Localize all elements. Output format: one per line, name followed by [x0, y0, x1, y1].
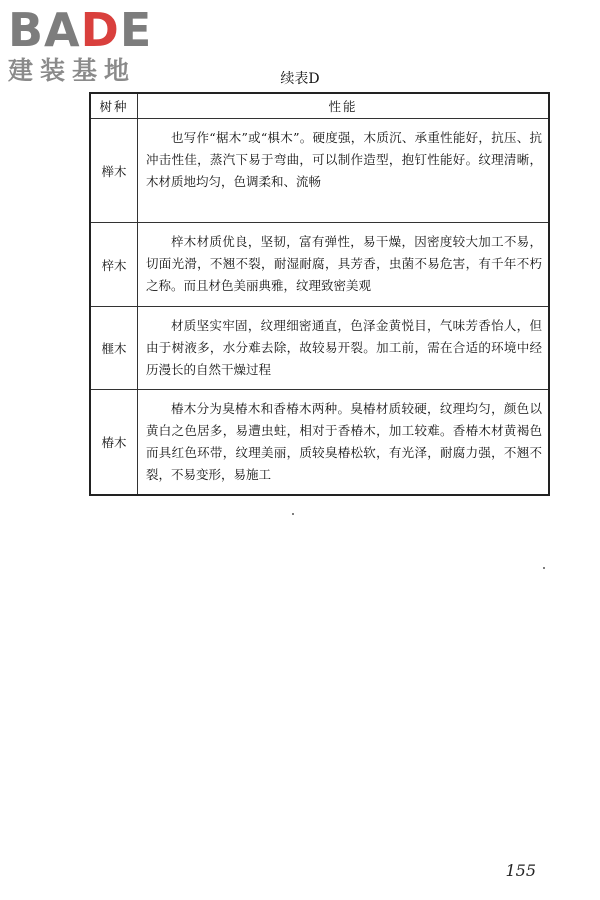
- wood-properties-table: [89, 92, 550, 496]
- scan-speck: [292, 513, 294, 515]
- species-name: 椿木: [90, 390, 138, 496]
- table-caption: 续表D: [280, 71, 320, 87]
- species-description: 梓木材质优良，坚韧，富有弹性，易干燥，因密度较大加工不易，切面光滑，不翘不裂，耐湿耐腐，具芳香，虫菌不易危害，有千年不朽之称。而且材色美丽典雅，纹理致密美观: [138, 223, 550, 307]
- table-row: [90, 223, 549, 307]
- brand-subtitle: 建装基地: [8, 56, 137, 85]
- logo-part-2: E: [119, 3, 153, 57]
- species-name: 榧木: [90, 307, 138, 390]
- species-description: 椿木分为臭椿木和香椿木两种。臭椿材质较硬，纹理均匀，颜色以黄白之色居多，易遭虫蛀，相对于香椿木，加工较难。香椿木材黄褐色而具红色环带，纹理美丽，质较臭椿松软，有光泽，耐腐力强，不翘不裂，不易变形，易施工: [138, 390, 550, 496]
- species-name: 梓木: [90, 223, 138, 307]
- species-description: 也写作“椐木”或“椇木”。硬度强，木质沉、承重性能好，抗压、抗冲击性佳，蒸汽下易于弯曲，可以制作造型，抱钉性能好。纹理清晰，木材质地均匀，色调柔和、流畅: [138, 119, 550, 223]
- table-header-row: [90, 93, 549, 119]
- table-row: [90, 390, 549, 496]
- species-description: 材质坚实牢固，纹理细密通直，色泽金黄悦目，气味芳香怡人，但由于树液多，水分难去除，故较易开裂。加工前，需在合适的环境中经历漫长的自然干燥过程: [138, 307, 550, 390]
- page-number: 155: [505, 861, 536, 880]
- header-properties: 性能: [138, 93, 550, 119]
- scan-speck: [543, 567, 545, 569]
- logo-part-1: BA: [8, 3, 81, 57]
- table-row: [90, 119, 549, 223]
- brand-logo-text: [8, 3, 183, 57]
- header-species: 树种: [90, 93, 138, 119]
- table-row: [90, 307, 549, 390]
- logo-part-accent: D: [80, 3, 120, 57]
- species-name: 榉木: [90, 119, 138, 223]
